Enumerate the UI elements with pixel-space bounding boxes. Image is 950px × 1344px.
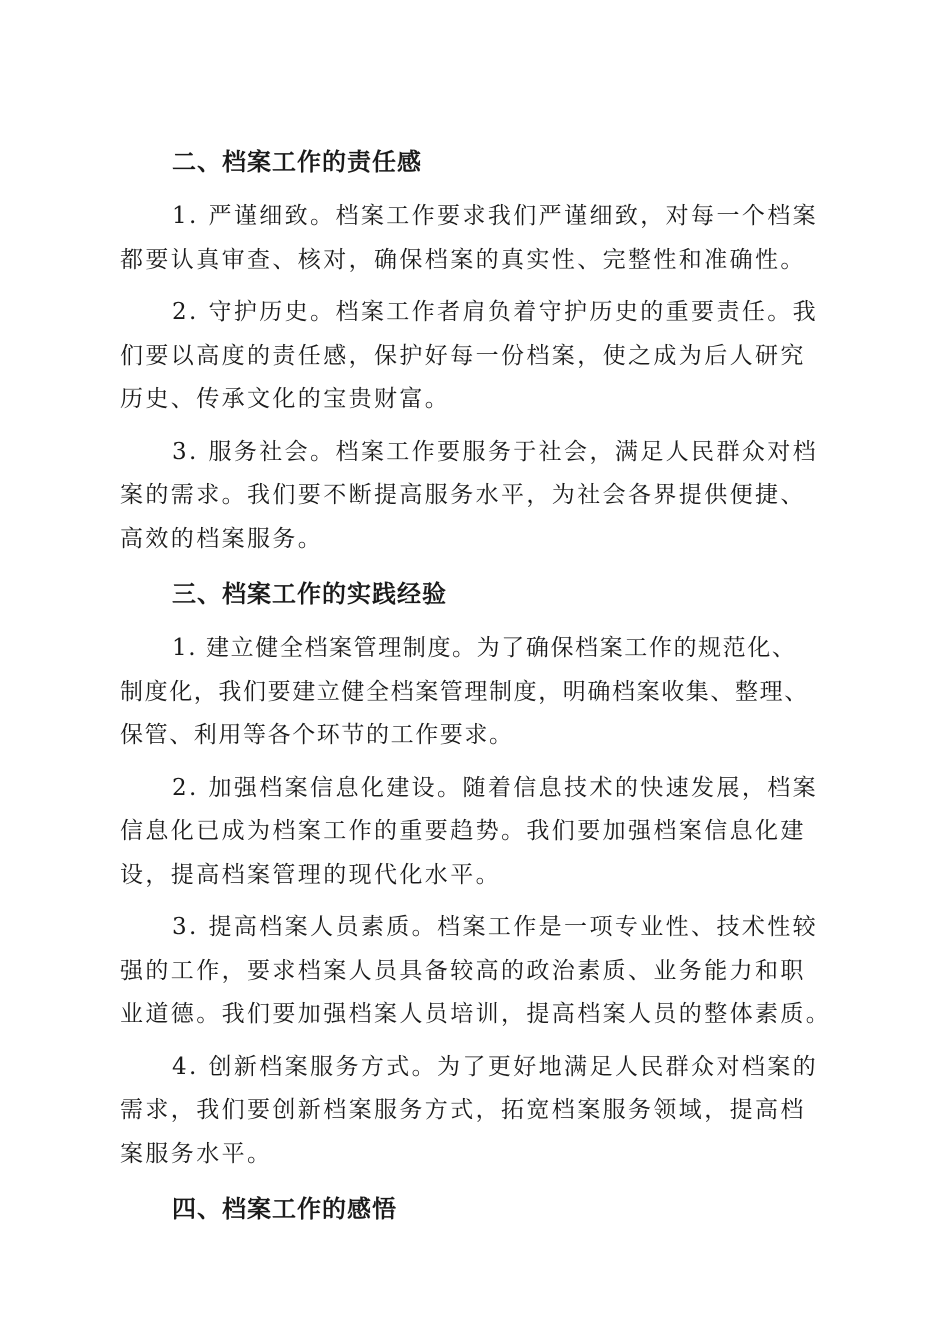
paragraph-service-innovation — [120, 1046, 826, 1177]
paragraph-line: 强的工作，要求档案人员具备较高的政治素质、业务能力和职 — [120, 957, 806, 984]
paragraph-line: 需求，我们要创新档案服务方式，拓宽档案服务领域，提高档 — [120, 1097, 806, 1123]
paragraph-line: 2. 加强档案信息化建设。随着信息技术的快速发展，档案 — [172, 774, 819, 801]
paragraph-line: 案的需求。我们要不断提高服务水平，为社会各界提供便捷、 — [120, 482, 806, 508]
paragraph-line: 制度化，我们要建立健全档案管理制度，明确档案收集、整理、 — [120, 678, 809, 705]
paragraph-line: 业道德。我们要加强档案人员培训，提高档案人员的整体素质。 — [120, 1001, 832, 1027]
document-page — [120, 138, 832, 1242]
paragraph-rigor — [120, 195, 826, 282]
paragraph-line: 4. 创新档案服务方式。为了更好地满足人民群众对档案的 — [172, 1053, 819, 1080]
section-heading-reflections: 四、档案工作的感悟 — [172, 1195, 397, 1223]
paragraph-line: 们要以高度的责任感，保护好每一份档案，使之成为后人研究 — [120, 342, 806, 369]
paragraph-line: 3. 提高档案人员素质。档案工作是一项专业性、技术性较 — [172, 914, 819, 940]
paragraph-line: 保管、利用等各个环节的工作要求。 — [120, 722, 514, 748]
paragraph-line: 设，提高档案管理的现代化水平。 — [120, 861, 501, 888]
paragraph-line: 3. 服务社会。档案工作要服务于社会，满足人民群众对档 — [172, 438, 819, 465]
paragraph-line: 历史、传承文化的宝贵财富。 — [120, 386, 451, 412]
paragraph-line: 案服务水平。 — [120, 1140, 273, 1167]
paragraph-line: 1. 严谨细致。档案工作要求我们严谨细致，对每一个档案 — [172, 203, 819, 229]
paragraph-line: 2. 守护历史。档案工作者肩负着守护历史的重要责任。我 — [172, 299, 819, 325]
paragraph-serve-society — [120, 431, 826, 562]
paragraph-line: 信息化已成为档案工作的重要趋势。我们要加强档案信息化建 — [120, 818, 806, 844]
paragraph-staff-quality — [120, 906, 832, 1037]
paragraph-guard-history — [120, 291, 826, 422]
paragraph-line: 1. 建立健全档案管理制度。为了确保档案工作的规范化、 — [172, 635, 797, 661]
section-heading-responsibility: 二、档案工作的责任感 — [172, 148, 422, 176]
paragraph-management-system — [120, 627, 826, 758]
paragraph-informatization — [120, 767, 826, 898]
section-heading-practice: 三、档案工作的实践经验 — [172, 580, 447, 608]
paragraph-line: 都要认真审查、核对，确保档案的真实性、完整性和准确性。 — [120, 246, 806, 273]
paragraph-line: 高效的档案服务。 — [120, 525, 324, 552]
